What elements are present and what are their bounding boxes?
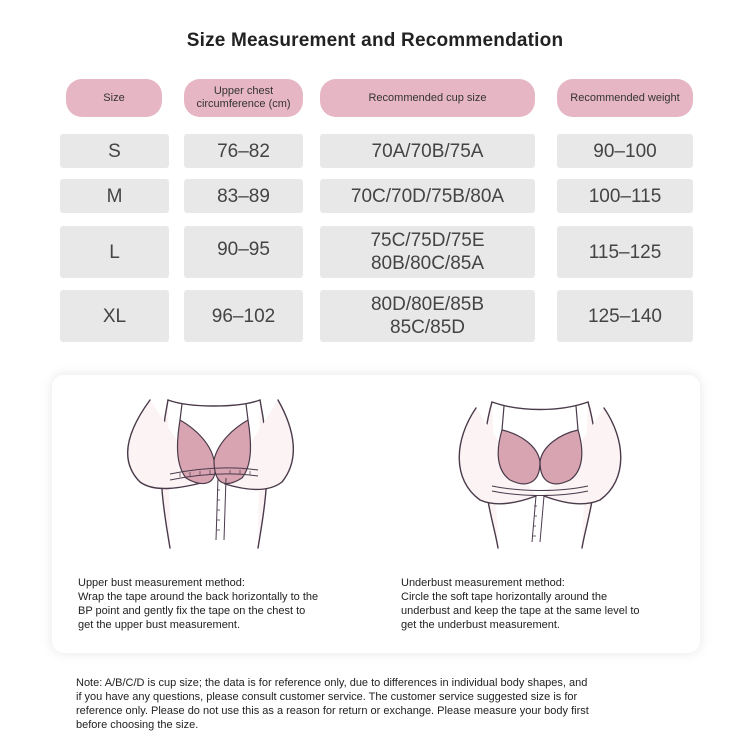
chest-value: 76–82 xyxy=(217,140,270,162)
chest-cell-s xyxy=(184,134,303,168)
cup-value-line1: 75C/75D/75E xyxy=(370,230,485,251)
upper-bust-method xyxy=(78,576,318,632)
size-cell-xl xyxy=(60,290,169,342)
chest-cell-xl xyxy=(184,290,303,342)
chest-cell-l xyxy=(184,226,303,278)
upper-method-line: BP point and gently fix the tape on the chest to xyxy=(78,605,306,617)
cup-value-line2: 85C/85D xyxy=(390,317,465,338)
size-cell-s xyxy=(60,134,169,168)
weight-value: 90–100 xyxy=(593,140,657,162)
weight-cell-l xyxy=(557,226,693,278)
cup-cell-l xyxy=(320,226,535,278)
header-weight-label: Recommended weight xyxy=(570,91,680,104)
header-chest xyxy=(184,79,303,117)
chest-value: 83–89 xyxy=(217,185,270,207)
size-value: L xyxy=(109,241,120,263)
upper-bust-illustration xyxy=(110,390,310,550)
underbust-method xyxy=(401,576,640,632)
header-cup xyxy=(320,79,535,117)
size-value: S xyxy=(108,140,121,162)
upper-method-line: Wrap the tape around the back horizontally to the xyxy=(78,591,319,603)
header-chest-line1: Upper chest xyxy=(213,85,274,97)
size-cell-l xyxy=(60,226,169,278)
under-method-line: underbust and keep the tape at the same level to xyxy=(401,605,640,617)
note-line: Note: A/B/C/D is cup size; the data is for reference only, due to differences in individual body shapes, and xyxy=(76,677,588,689)
note-line: reference only. Please do not use this as a reason for return or exchange. Please measure your body first xyxy=(76,705,589,717)
cup-value: 70C/70D/75B/80A xyxy=(350,185,505,207)
cup-value-line2: 80B/80C/85A xyxy=(370,253,485,274)
header-chest-line2: circumference (cm) xyxy=(196,98,291,110)
cup-cell-xl xyxy=(320,290,535,342)
note-line: before choosing the size. xyxy=(76,719,199,731)
header-size-label: Size xyxy=(103,91,125,104)
size-value: M xyxy=(106,185,123,207)
weight-value: 100–115 xyxy=(588,185,662,207)
cup-value-line1: 80D/80E/85B xyxy=(370,294,485,315)
weight-value: 125–140 xyxy=(588,305,662,327)
under-method-title: Underbust measurement method: xyxy=(401,577,565,589)
note-line: if you have any questions, please consult customer service. The customer service suggested size is for xyxy=(76,691,578,703)
under-method-line: get the underbust measurement. xyxy=(401,619,560,631)
size-cell-m xyxy=(60,179,169,213)
underbust-illustration xyxy=(440,390,640,550)
chest-value: 90–95 xyxy=(217,238,270,260)
header-size xyxy=(66,79,162,117)
cup-value: 70A/70B/75A xyxy=(371,140,484,162)
chest-cell-m xyxy=(184,179,303,213)
cup-cell-m xyxy=(320,179,535,213)
weight-cell-s xyxy=(557,134,693,168)
disclaimer-note xyxy=(76,676,676,732)
header-weight xyxy=(557,79,693,117)
page-title: Size Measurement and Recommendation xyxy=(186,30,564,51)
weight-cell-xl xyxy=(557,290,693,342)
header-cup-label: Recommended cup size xyxy=(368,91,487,104)
chest-value: 96–102 xyxy=(211,305,276,327)
under-method-line: Circle the soft tape horizontally around the xyxy=(401,591,608,603)
upper-method-title: Upper bust measurement method: xyxy=(78,577,245,589)
weight-cell-m xyxy=(557,179,693,213)
weight-value: 115–125 xyxy=(588,241,662,263)
cup-cell-s xyxy=(320,134,535,168)
upper-method-line: get the upper bust measurement. xyxy=(78,619,241,631)
size-value: XL xyxy=(102,305,127,327)
